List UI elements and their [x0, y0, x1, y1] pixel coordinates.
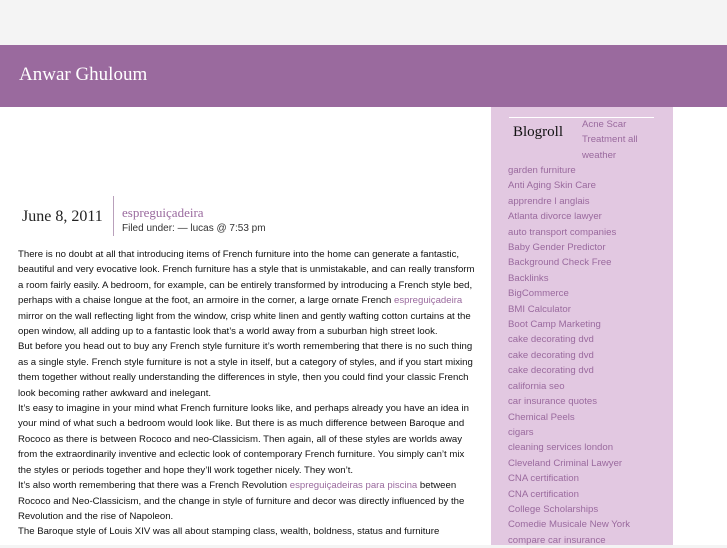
paragraph-4: [18, 478, 478, 524]
paragraph-5: The Baroque style of Louis XIV was all about stamping class, wealth, boldness, status and furniture: [18, 526, 440, 538]
blogroll-link[interactable]: Comedie Musicale New York: [508, 519, 631, 531]
paragraph-2: But before you head out to buy any French style furniture it’s worth remembering that there is no such thing as a single style. French style furniture is not a style in itself, but a category of styles, and if you start mixing them together without really understanding the differences in style, then you could find your classic French look becoming rather awkward and inelegant.: [18, 341, 473, 399]
site-title[interactable]: Anwar Ghuloum: [19, 64, 148, 85]
paragraph-3: It’s easy to imagine in your mind what French furniture looks like, and perhaps already you have an idea in your mind of what such a bedroom would look like. But there is as much difference between Baroque and Rococo as there is between Rococo and neo-Classicism. Then again, all of these styles are worlds away from the extraordinarily inventive and eclectic look of contemporary French furniture. You simply can’t mix the styles or periods together and hope they’ll work together nicely. They won’t.: [18, 403, 469, 476]
blogroll-link[interactable]: cigars: [508, 426, 534, 438]
blogroll-link[interactable]: Anti Aging Skin Care: [508, 180, 596, 192]
blogroll-link[interactable]: BigCommerce: [508, 288, 569, 300]
post-date: June 8, 2011: [22, 208, 103, 225]
post-body: [18, 247, 478, 540]
blogroll-link[interactable]: Atlanta divorce lawyer: [508, 211, 602, 223]
blogroll-list: [508, 163, 668, 548]
blogroll-link[interactable]: car insurance quotes: [508, 396, 598, 408]
post-title-link[interactable]: espreguiçadeira: [122, 205, 204, 220]
paragraph-text: mirror on the wall reflecting light from the window, crisp white linen and gently wafting cotton curtains at the open window, all adding up to a fantastic look that’s a world away from a suburban high street look.: [18, 310, 471, 338]
espreguicadeiras-para-piscina-link[interactable]: espreguiçadeiras para piscina: [289, 480, 418, 492]
blogroll-link[interactable]: compare car insurance: [508, 534, 606, 546]
paragraph-text: It’s also worth remembering that there was a French Revolution: [18, 480, 290, 492]
blogroll-link[interactable]: Cleveland Criminal Lawyer: [508, 457, 623, 469]
blogroll-link[interactable]: Backlinks: [508, 272, 549, 284]
blogroll-link[interactable]: College Scholarships: [508, 503, 599, 515]
blogroll-link[interactable]: Boot Camp Marketing: [508, 319, 601, 331]
blogroll-heading: Blogroll: [513, 124, 564, 140]
paragraph-text: between Rococo and Neo-Classicism, and the change in style of furniture and decor was directly influenced by the Revolution and the rise of Napoleon.: [18, 480, 465, 522]
blogroll-link[interactable]: Chemical Peels: [508, 411, 575, 423]
date-divider: [113, 196, 114, 236]
blogroll-link[interactable]: cake decorating dvd: [508, 334, 594, 346]
blogroll-link-acne-scar[interactable]: Acne Scar Treatment all weather: [582, 119, 638, 161]
paragraph-1: [18, 247, 478, 339]
blogroll-link[interactable]: cake decorating dvd: [508, 349, 594, 361]
site-header: [0, 45, 727, 107]
blogroll-link[interactable]: apprendre l anglais: [508, 195, 590, 207]
paragraph-text: There is no doubt at all that introducing items of French furniture into the home can generate a fantastic, beautiful and very evocative look. French furniture has a style that is unmistakable, and can really transform a room fairly easily. A bedroom, for example, can be entirely transformed by introducing a French style bed, perhaps with a chaise longue at the foot, an armoire in the corner, a large ornate French: [18, 249, 475, 307]
blogroll-link[interactable]: CNA certification: [508, 473, 579, 485]
blogroll-link[interactable]: california seo: [508, 380, 565, 392]
blogroll-link[interactable]: auto transport companies: [508, 226, 617, 238]
right-gutter: [673, 107, 727, 545]
blogroll-link[interactable]: Background Check Free: [508, 257, 612, 269]
blogroll-link[interactable]: CNA certification: [508, 488, 579, 500]
espreguicadeira-link[interactable]: espreguiçadeira: [393, 295, 463, 307]
post-meta: Filed under: — lucas @ 7:53 pm: [122, 223, 266, 234]
blogroll-link[interactable]: garden furniture: [508, 165, 576, 176]
blogroll-link[interactable]: BMI Calculator: [508, 303, 571, 315]
blogroll-link[interactable]: Baby Gender Predictor: [508, 242, 606, 254]
main-content: [0, 107, 491, 545]
blogroll-link[interactable]: cake decorating dvd: [508, 365, 594, 377]
blogroll-link[interactable]: cleaning services london: [508, 442, 614, 454]
